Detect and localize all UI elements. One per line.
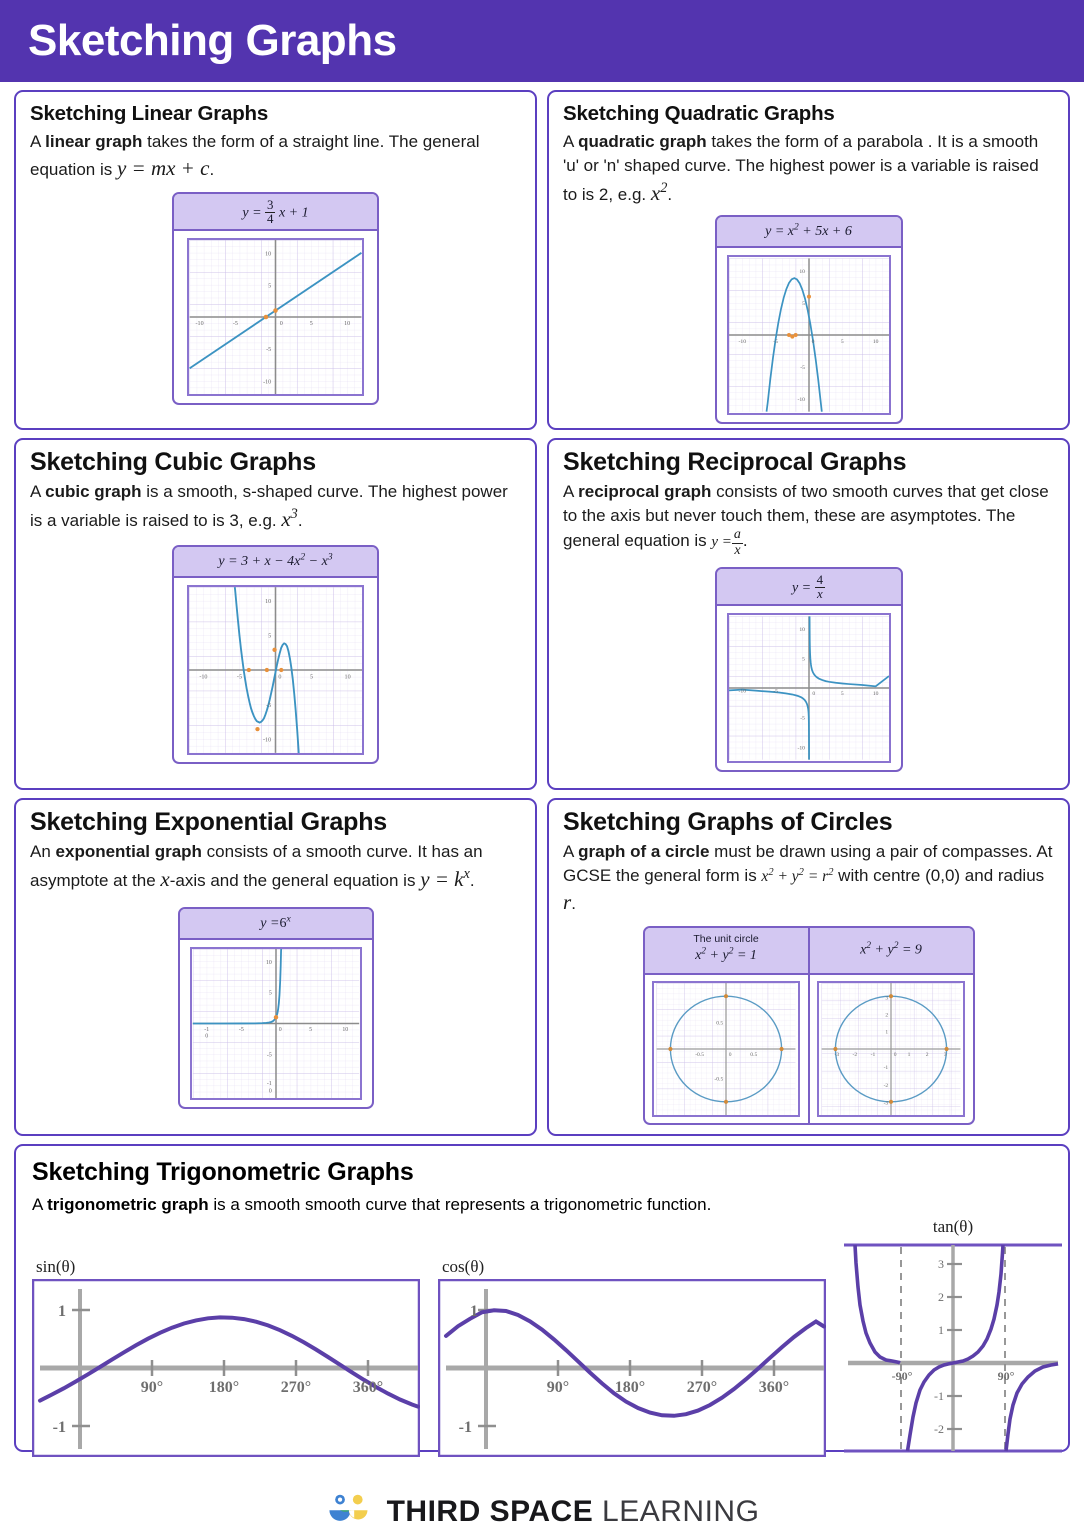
graph-sin (32, 1279, 420, 1457)
svg-text:10: 10 (872, 338, 878, 345)
svg-text:-1: -1 (52, 1419, 66, 1436)
card-body-circles (563, 840, 1054, 918)
card-title-circles: Sketching Graphs of Circles (563, 808, 893, 836)
svg-text:0: 0 (278, 674, 282, 681)
svg-text:-1: -1 (203, 1026, 209, 1033)
plot-body-reciprocal (717, 606, 901, 770)
text-frag: A (30, 132, 46, 151)
text-frag: . (469, 871, 475, 891)
svg-text:180°: 180° (614, 1379, 646, 1396)
text-bold: graph of a circle (578, 842, 710, 861)
svg-text:-5: -5 (266, 702, 272, 709)
text-frag: consists of two smooth curves that get close to the axis but never touch them, these are asymptotes. The general equation is (563, 482, 1049, 551)
equation-lhs: y = (711, 534, 732, 551)
svg-text:-10: -10 (796, 396, 805, 403)
svg-text:5: 5 (308, 1026, 312, 1033)
text-frag: A (32, 1195, 48, 1214)
svg-text:10: 10 (798, 268, 805, 275)
svg-text:5: 5 (840, 690, 844, 697)
svg-text:-10: -10 (738, 338, 746, 345)
svg-text:-2: -2 (934, 1422, 944, 1436)
svg-text:-10: -10 (263, 737, 272, 744)
card-title-linear: Sketching Linear Graphs (30, 102, 269, 125)
svg-text:-1: -1 (934, 1389, 944, 1403)
svg-text:0: 0 (811, 690, 815, 697)
card-quadratic-graphs (547, 90, 1070, 430)
text-frag: An (30, 842, 56, 861)
svg-text:5: 5 (801, 655, 805, 662)
text-frag: is a smooth, s-shaped curve. The highest power is a variable is raised to is 3, e.g. (30, 482, 508, 531)
svg-text:10: 10 (872, 690, 878, 697)
plot-label-lhs: y = (791, 580, 812, 596)
svg-text:90°: 90° (997, 1369, 1015, 1383)
equation-reciprocal-general (711, 527, 743, 558)
text-frag: consists of a smooth curve. It has an asymptote at the (30, 842, 483, 891)
plot-label-circle-r3: $x^2 + y^2 = 9$ (810, 928, 973, 973)
svg-text:-5: -5 (232, 321, 238, 328)
svg-text:0: 0 (268, 1088, 272, 1095)
circle-label-row (645, 928, 973, 973)
plot-label-lhs: y = (242, 205, 262, 221)
equation-linear-general: y = mx + c (116, 156, 210, 181)
text-bold: reciprocal graph (578, 482, 712, 501)
svg-text:-3: -3 (883, 1100, 889, 1107)
graph-reciprocal (727, 613, 891, 763)
fraction-denominator: x (816, 587, 823, 602)
plot-body-linear (174, 231, 377, 403)
card-title-reciprocal: Sketching Reciprocal Graphs (563, 448, 907, 476)
svg-text:-10: -10 (199, 674, 208, 681)
example-x-cubed (281, 507, 297, 531)
plot-body-quadratic (717, 248, 901, 422)
text-bold: trigonometric graph (47, 1195, 209, 1214)
svg-text:5: 5 (268, 990, 272, 997)
equation-circle-general: $x^2 + y^2 = r^2$ (761, 866, 834, 886)
plot-label-cos: cos(θ) (442, 1257, 485, 1276)
svg-text:0: 0 (204, 1033, 208, 1040)
graph-tan (844, 1239, 1062, 1457)
graph-circle-r3 (817, 981, 965, 1117)
text-frag: . (571, 894, 576, 914)
svg-text:1: 1 (58, 1303, 66, 1320)
card-body-quadratic (563, 130, 1054, 209)
brand-light-text: LEARNING (602, 1495, 760, 1528)
svg-text:-10: -10 (796, 745, 805, 752)
plot-panel-exponential (178, 907, 374, 1109)
svg-text:-5: -5 (238, 1026, 244, 1033)
text-frag: is a smooth smooth curve that represents a trigonometric function. (208, 1195, 712, 1214)
text-frag: . (667, 185, 673, 205)
text-frag: with centre (0,0) and radius (833, 866, 1045, 886)
trig-plot-row (32, 1217, 1052, 1462)
plot-label-unit-circle: The unit circle $x^2 + y^2 = 1$ (645, 928, 808, 973)
card-body-exponential (30, 840, 521, 895)
svg-text:270°: 270° (686, 1379, 718, 1396)
card-body-linear (30, 130, 521, 184)
svg-text:-1: -1 (458, 1419, 472, 1436)
text-frag: . (742, 531, 748, 551)
graph-cos (438, 1279, 826, 1457)
svg-text:-90°: -90° (891, 1369, 913, 1383)
svg-text:-1: -1 (870, 1052, 876, 1059)
fraction-four-over-x (815, 574, 825, 602)
svg-text:0.5: 0.5 (750, 1052, 758, 1059)
plot-label-rest: x + 1 (278, 205, 309, 221)
plot-label-exponent: x (286, 913, 291, 924)
svg-text:5: 5 (309, 321, 313, 328)
card-body-cubic (30, 480, 521, 535)
svg-text:0: 0 (278, 1026, 282, 1033)
svg-text:-5: -5 (266, 1052, 272, 1059)
brand-wordmark (387, 1495, 760, 1529)
text-frag: A (30, 482, 46, 501)
svg-text:-0.5: -0.5 (714, 1076, 724, 1083)
svg-text:10: 10 (265, 959, 272, 966)
example-exponent: 2 (660, 180, 668, 197)
svg-text:5: 5 (268, 633, 272, 640)
svg-text:5: 5 (268, 283, 272, 290)
plot-panel-reciprocal (715, 567, 903, 772)
card-circle-graphs (547, 798, 1070, 1136)
svg-text:-1: -1 (266, 1080, 272, 1087)
svg-text:-5: -5 (772, 687, 778, 694)
topic-card-grid (0, 82, 1084, 1136)
trig-item-sin (32, 1257, 420, 1462)
svg-text:90°: 90° (140, 1379, 164, 1396)
plot-label-cubic: $y = 3 + x - 4x^2 - x^3$ (174, 547, 377, 578)
unit-circle-caption: The unit circle (693, 933, 759, 946)
example-base: x (650, 181, 661, 206)
svg-text:0: 0 (893, 1052, 897, 1059)
text-bold: exponential graph (55, 842, 202, 861)
svg-text:-5: -5 (772, 338, 778, 345)
svg-text:5: 5 (840, 338, 844, 345)
circle-label-r3-wrap (808, 928, 973, 973)
card-reciprocal-graphs (547, 438, 1070, 790)
svg-text:3: 3 (943, 1052, 947, 1059)
graph-exponential (190, 947, 362, 1100)
card-body-trig (32, 1195, 1052, 1215)
svg-text:10: 10 (344, 321, 351, 328)
svg-text:10: 10 (265, 251, 272, 258)
svg-text:-2: -2 (852, 1052, 858, 1059)
plot-label-lhs: y = (260, 915, 280, 931)
text-frag: A (563, 842, 579, 861)
fraction-denominator: 4 (267, 212, 274, 227)
plot-label-tan: tan(θ) (932, 1217, 974, 1236)
svg-text:-10: -10 (738, 687, 746, 694)
circle-label-unit-wrap (645, 928, 808, 973)
svg-text:-5: -5 (799, 364, 805, 371)
fraction-numerator: a (733, 527, 741, 543)
brand-bold-text: THIRD SPACE (386, 1495, 594, 1528)
svg-text:0: 0 (279, 321, 283, 328)
plot-panel-linear (172, 192, 379, 405)
plot-body-cubic (174, 578, 377, 762)
equation-lhs: y = k (420, 867, 464, 892)
text-frag: . (297, 511, 303, 531)
svg-text:5: 5 (801, 300, 805, 307)
fraction-denominator: x (734, 542, 741, 558)
example-x-squared (651, 181, 667, 205)
radius-variable: r (563, 890, 572, 915)
axis-variable: x (160, 867, 170, 892)
text-frag: takes the form of a straight line. The general equation is (30, 132, 480, 180)
card-title-quadratic: Sketching Quadratic Graphs (563, 102, 835, 125)
plot-panel-quadratic (715, 215, 903, 424)
svg-text:10: 10 (341, 1026, 348, 1033)
fraction-numerator: 4 (816, 572, 824, 587)
svg-text:1: 1 (938, 1323, 944, 1337)
text-frag: takes the form of a parabola . It is a smooth 'u' or 'n' shaped curve. The highest power is a variable is raised to is 2, e.g. (563, 132, 1039, 205)
svg-text:360°: 360° (352, 1379, 384, 1396)
svg-text:180°: 180° (208, 1379, 240, 1396)
svg-text:0.5: 0.5 (716, 1020, 724, 1027)
equation-exponential-general (420, 867, 470, 891)
text-frag: A (563, 132, 579, 151)
poster-header (0, 0, 1084, 82)
fraction-numerator: 3 (267, 197, 274, 212)
plot-label-linear (174, 194, 377, 231)
svg-text:270°: 270° (280, 1379, 312, 1396)
plot-label-quadratic: $y = x^2 + 5x + 6$ (717, 217, 901, 248)
plot-panel-cubic (172, 545, 379, 764)
plot-body-unit-circle (645, 975, 808, 1123)
equation-exponent: x (463, 866, 470, 883)
third-space-learning-logo-icon (325, 1494, 371, 1530)
svg-text:360°: 360° (758, 1379, 790, 1396)
circle-plot-row (645, 973, 973, 1123)
svg-text:0: 0 (728, 1052, 732, 1059)
text-frag: must be drawn using a pair of compasses. At GCSE the general form is (563, 842, 1053, 886)
graph-quadratic (727, 255, 891, 415)
svg-text:1: 1 (470, 1303, 478, 1320)
svg-text:-5: -5 (236, 674, 243, 681)
example-base: x (281, 507, 291, 532)
svg-text:10: 10 (344, 674, 351, 681)
plot-label-exponential (180, 909, 372, 940)
svg-text:10: 10 (798, 626, 805, 633)
text-bold: linear graph (45, 132, 143, 151)
plot-label-reciprocal (717, 569, 901, 606)
plot-body-exponential (180, 940, 372, 1107)
plot-label-base: 6 (279, 915, 287, 931)
svg-text:1: 1 (907, 1052, 911, 1059)
plot-body-circle-r3 (808, 975, 973, 1123)
card-cubic-graphs (14, 438, 537, 790)
svg-text:3: 3 (885, 995, 889, 1002)
example-exponent: 3 (290, 506, 298, 523)
fraction-three-quarters (265, 199, 275, 227)
plot-label-sin: sin(θ) (36, 1257, 76, 1276)
footer-brand (0, 1494, 1084, 1530)
text-frag: . (209, 160, 215, 180)
svg-text:5: 5 (310, 674, 314, 681)
text-bold: quadratic graph (578, 132, 707, 151)
svg-text:10: 10 (265, 598, 272, 605)
text-frag: -axis and the general equation is (169, 871, 421, 891)
svg-text:0: 0 (811, 338, 814, 345)
svg-text:-0.5: -0.5 (695, 1052, 704, 1059)
card-body-reciprocal (563, 480, 1054, 559)
svg-text:1: 1 (885, 1029, 889, 1036)
svg-text:-5: -5 (799, 715, 805, 722)
card-title-exponential: Sketching Exponential Graphs (30, 808, 387, 836)
svg-text:-5: -5 (266, 346, 272, 353)
svg-text:2: 2 (925, 1052, 929, 1059)
text-bold: cubic graph (45, 482, 142, 501)
trig-item-tan (844, 1217, 1062, 1462)
card-title-cubic: Sketching Cubic Graphs (30, 448, 316, 476)
svg-text:90°: 90° (546, 1379, 570, 1396)
plot-panel-circles (643, 926, 975, 1125)
card-trigonometric-graphs (14, 1144, 1070, 1452)
svg-text:-10: -10 (263, 379, 272, 386)
svg-text:-10: -10 (195, 321, 204, 328)
page-title: Sketching Graphs (28, 16, 397, 65)
svg-text:-2: -2 (883, 1083, 889, 1090)
trig-item-cos (438, 1257, 826, 1462)
graph-unit-circle (652, 981, 800, 1117)
card-linear-graphs (14, 90, 537, 430)
svg-text:3: 3 (938, 1257, 944, 1271)
svg-text:-1: -1 (883, 1065, 889, 1072)
card-title-trig: Sketching Trigonometric Graphs (32, 1158, 414, 1186)
text-frag: A (563, 482, 579, 501)
svg-text:-3: -3 (834, 1052, 840, 1059)
svg-text:2: 2 (885, 1012, 889, 1019)
card-exponential-graphs (14, 798, 537, 1136)
graph-linear (187, 238, 364, 396)
graph-cubic (187, 585, 364, 755)
svg-text:2: 2 (938, 1290, 944, 1304)
